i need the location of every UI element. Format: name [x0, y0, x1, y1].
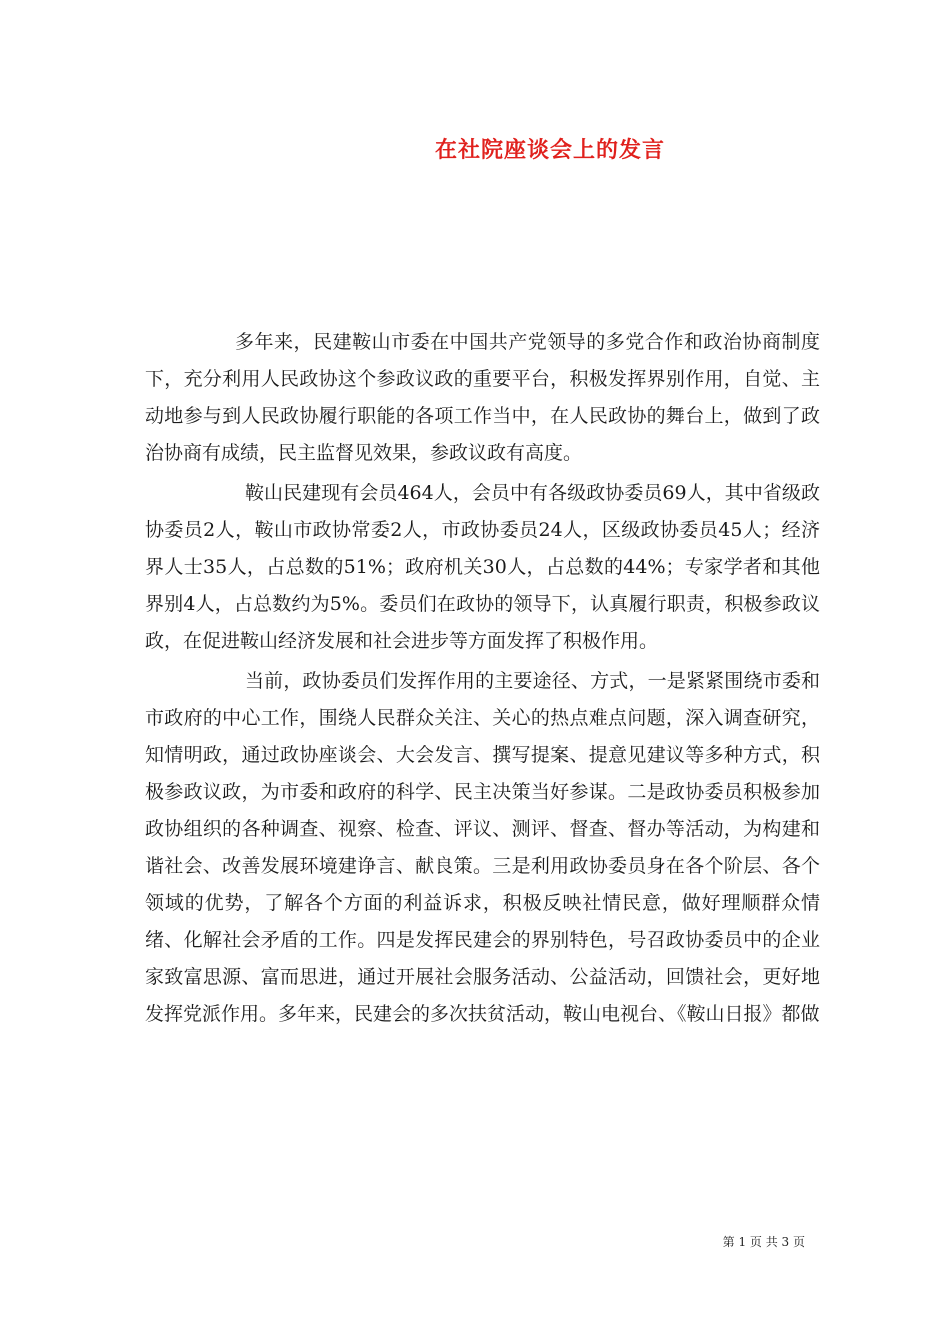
- document-title: 在社院座谈会上的发言: [434, 137, 665, 163]
- page-number: 第 1 页 共 3 页: [722, 1235, 805, 1249]
- paragraph: 鞍山民建现有会员464人，会员中有各级政协委员69人，其中省级政协委员2人，鞍山市政协常委2人，市政协委员24人，区级政协委员45人；经济界人士35人，占总数的51%；政府机关30人，占总数的44%；专家学者和其他界别4人，占总数约为5%。委员们在政协的领导下，认真履行职责，积极参政议政，在促进鞍山经济发展和社会进步等方面发挥了积极作用。: [145, 482, 820, 652]
- paragraph: 当前，政协委员们发挥作用的主要途径、方式，一是紧紧围绕市委和市政府的中心工作，围绕人民群众关注、关心的热点难点问题，深入调查研究，知情明政，通过政协座谈会、大会发言、撰写提案、提意见建议等多种方式，积极参政议政，为市委和政府的科学、民主决策当好参谋。二是政协委员积极参加政协组织的各种调查、视察、检查、评议、测评、督查、督办等活动，为构建和谐社会、改善发展环境建诤言、献良策。三是利用政协委员身在各个阶层、各个领域的优势，了解各个方面的利益诉求，积极反映社情民意，做好理顺群众情绪、化解社会矛盾的工作。四是发挥民建会的界别特色，号召政协委员中的企业家致富思源、富而思进，通过开展社会服务活动、公益活动，回馈社会，更好地发挥党派作用。多年来，民建会的多次扶贫活动，鞍山电视台、《鞍山日报》都做: [145, 670, 820, 1025]
- document-body: [145, 324, 820, 1036]
- paragraph: 多年来，民建鞍山市委在中国共产党领导的多党合作和政治协商制度下，充分利用人民政协这个参政议政的重要平台，积极发挥界别作用，自觉、主动地参与到人民政协履行职能的各项工作当中，在人民政协的舞台上，做到了政治协商有成绩，民主监督见效果，参政议政有高度。: [145, 331, 820, 464]
